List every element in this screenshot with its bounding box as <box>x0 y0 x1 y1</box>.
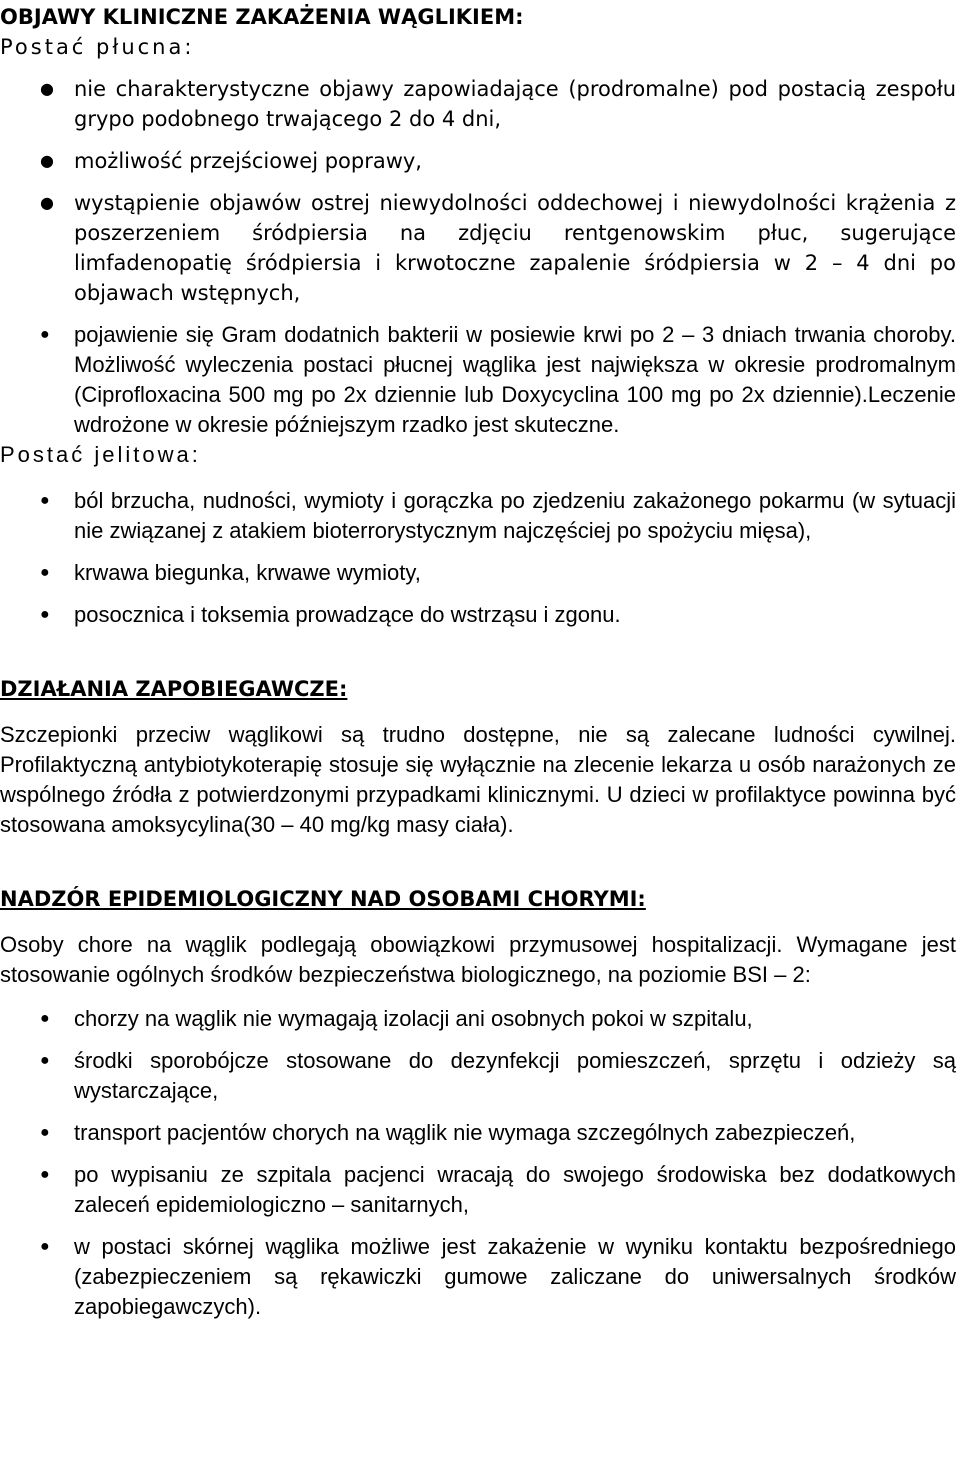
list-item: ● ból brzucha, nudności, wymioty i gorączka po zjedzeniu zakażonego pokarmu (w sytuacji nie związanej z atakiem bioterrorystycznym najczęściej po spożyciu mięsa), <box>40 488 956 543</box>
supervision-list <box>0 1004 956 1322</box>
bullet-icon: ● <box>40 564 50 581</box>
supervision-text: Osoby chore na wąglik podlegają obowiązkowi przymusowej hospitalizacji. Wymagane jest stosowanie ogólnych środków bezpieczeństwa biologicznego, na poziomie BSI – 2: <box>0 932 956 987</box>
list-item: ● środki sporobójcze stosowane do dezynfekcji pomieszczeń, sprzętu i odzieży są wystarczające, <box>40 1048 956 1103</box>
list-item: ● chorzy na wąglik nie wymagają izolacji ani osobnych pokoi w szpitalu, <box>0 1004 956 1034</box>
bullet-icon: ● <box>40 326 50 343</box>
list-item: ● posocznica i toksemia prowadzące do wstrząsu i zgonu. <box>0 600 956 630</box>
list-item: ● krwawa biegunka, krwawe wymioty, <box>0 558 956 588</box>
list-item: ● pojawienie się Gram dodatnich bakterii w posiewie krwi po 2 – 3 dniach trwania choroby. Możliwość wyleczenia postaci płucnej wąglika jest największa w okresie prodromalnym (Ciprofloxacina 500 mg po 2x dziennie lub Doxycyclina 100 mg po 2x dziennie).Leczenie wdrożone w okresie późniejszym rzadko jest skuteczne. <box>40 322 956 437</box>
bullet-icon: ● <box>40 1052 50 1069</box>
bullet-icon: ● <box>40 1124 50 1141</box>
intestinal-list <box>0 486 956 630</box>
clinical-heading: OBJAWY KLINICZNE ZAKAŻENIA WĄGLIKIEM: <box>0 5 524 29</box>
list-item: ● transport pacjentów chorych na wąglik nie wymaga szczególnych zabezpieczeń, <box>0 1118 956 1148</box>
bullet-icon: ● <box>40 492 50 509</box>
list-item: ● nie charakterystyczne objawy zapowiadające (prodromalne) pod postacią zespołu grypo podobnego trwającego 2 do 4 dni, <box>0 74 956 134</box>
list-item: ● wystąpienie objawów ostrej niewydolności oddechowej i niewydolności krążenia z poszerzeniem śródpiersia na zdjęciu rentgenowskim płuc, sugerujące limfadenopatię śródpiersia i krwotoczne zapalenie śródpiersia w 2 – 4 dni po objawach wstępnych, <box>0 188 956 308</box>
prevention-text: Szczepionki przeciw wąglikowi są trudno dostępne, nie są zalecane ludności cywilnej. Profilaktyczną antybiotykoterapię stosuje się wyłącznie na zlecenie lekarza u osób narażonych ze wspólnego źródła z potwierdzonymi przypadkami klinicznymi. U dzieci w profilaktyce powinna być stosowana amoksycylina(30 – 40 mg/kg masy ciała). <box>0 722 956 837</box>
bullet-icon: ● <box>40 193 54 212</box>
pulmonary-list <box>0 74 956 440</box>
bullet-icon: ● <box>40 151 54 170</box>
pulmonary-subheading: Postać płucna: <box>0 35 195 59</box>
bullet-icon: ● <box>40 1238 50 1255</box>
supervision-heading: NADZÓR EPIDEMIOLOGICZNY NAD OSOBAMI CHORYMI: <box>0 887 646 911</box>
bullet-icon: ● <box>40 1010 50 1027</box>
list-item: ● po wypisaniu ze szpitala pacjenci wracają do swojego środowiska bez dodatkowych zaleceń epidemiologiczno – sanitarnych, <box>40 1162 956 1217</box>
bullet-icon: ● <box>40 1166 50 1183</box>
list-item: ● możliwość przejściowej poprawy, <box>0 146 956 176</box>
prevention-heading: DZIAŁANIA ZAPOBIEGAWCZE: <box>0 677 348 701</box>
list-item: ● w postaci skórnej wąglika możliwe jest zakażenie w wyniku kontaktu bezpośredniego (zabezpieczeniem są rękawiczki gumowe zaliczane do uniwersalnych środków zapobiegawczych). <box>40 1234 956 1319</box>
intestinal-subheading: Postać jelitowa: <box>0 442 201 467</box>
bullet-icon: ● <box>40 79 54 98</box>
bullet-icon: ● <box>40 606 50 623</box>
